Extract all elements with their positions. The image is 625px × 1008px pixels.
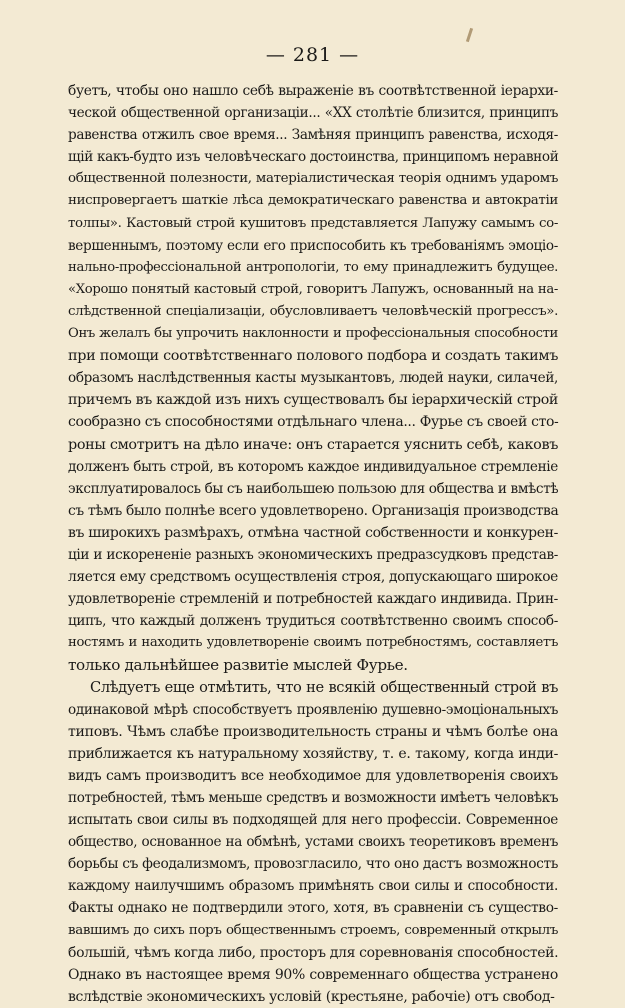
- text-line: общественной полезности, матеріалистическая теорія однимъ ударомъ: [68, 171, 558, 187]
- text-line: видъ самъ производитъ все необходимое для удовлетворенія своихъ: [68, 767, 558, 784]
- text-line: роны смотритъ на дѣло иначе: онъ старается уяснить себѣ, каковъ: [68, 436, 558, 453]
- text-line: каждому наилучшимъ образомъ примѣнять свои силы и способности.: [68, 878, 558, 895]
- text-line: одинаковой мѣрѣ способствуетъ проявленію душевно-эмоціональныхъ: [68, 701, 558, 718]
- text-line: щій какъ-будто изъ человѣческаго достоинства, принципомъ неравной: [68, 149, 559, 166]
- text-line: равенства отжилъ свое время... Замѣняя принципъ равенства, исходя-: [68, 127, 558, 144]
- text-line: приближается къ натуральному хозяйству, т. е. такому, когда инди-: [68, 745, 558, 762]
- text-line: Онъ желалъ бы упрочить наклонности и профессіональныя способности: [68, 326, 558, 342]
- text-line: вслѣдствіе экономическихъ условій (крестьяне, рабочіе) отъ свобод-: [68, 988, 555, 1005]
- text-line: ческой общественной организаціи... «XX столѣтіе близится, принципъ: [68, 105, 558, 122]
- text-line: испытать свои силы въ подходящей для него профессіи. Современное: [68, 812, 558, 829]
- text-line: ципъ, что каждый долженъ трудиться соотвѣтственно своимъ способ-: [68, 613, 558, 630]
- text-line: толпы». Кастовый строй кушитовъ представляется Лапужу самымъ со-: [68, 215, 558, 231]
- text-line: буетъ, чтобы оно нашло себѣ выраженіе въ соотвѣтственной іерархи-: [68, 83, 558, 99]
- text-line: удовлетвореніе стремленій и потребностей каждаго индивида. Прин-: [68, 591, 558, 608]
- text-line: Факты однако не подтвердили этого, хотя, въ сравненіи съ существо-: [68, 900, 558, 917]
- text-line: общество, основанное на обмѣнѣ, устами своихъ теоретиковъ временъ: [68, 834, 558, 851]
- text-line: слѣдственной спеціализаціи, обусловливаетъ человѣческій прогрессъ».: [68, 303, 558, 319]
- text-line: эксплуатировалось бы съ наибольшею пользою для общества и вмѣстѣ: [68, 480, 559, 497]
- text-line: долженъ быть строй, въ которомъ каждое индивидуальное стремленіе: [68, 458, 558, 475]
- text-line: Слѣдуетъ еще отмѣтить, что не всякій общественный строй въ: [90, 678, 558, 696]
- text-line: причемъ въ каждой изъ нихъ существовалъ бы іерархическій строй: [68, 392, 558, 409]
- text-line: ниспровергаетъ шаткіе лѣса демократическаго равенства и автократіи: [68, 193, 558, 209]
- ink-mark: [466, 28, 473, 42]
- paragraph: [68, 677, 558, 1008]
- text-line: при помощи соотвѣтственнаго полового подбора и создать такимъ: [68, 348, 558, 365]
- text-line: вавшимъ до сихъ поръ общественнымъ строемъ, современный открылъ: [68, 922, 558, 938]
- paragraph: [68, 80, 558, 677]
- text-line: образомъ наслѣдственныя касты музыкантовъ, людей науки, силачей,: [68, 370, 558, 387]
- text-line: «Хорошо понятый кастовый строй, говоритъ Лапужъ, основанный на на-: [68, 281, 558, 297]
- text-line: борьбы съ феодализмомъ, провозгласило, что оно дастъ возможность: [68, 856, 558, 873]
- text-line: большій, чѣмъ когда либо, просторъ для соревнованія способностей.: [68, 944, 559, 961]
- text-line: съ тѣмъ было полнѣе всего удовлетворено. Организація производства: [68, 502, 559, 519]
- page-number: — 281 —: [265, 44, 360, 66]
- text-line: типовъ. Чѣмъ слабѣе производительность страны и чѣмъ болѣе она: [68, 723, 558, 740]
- text-line: сообразно съ способностями отдѣльнаго члена... Фурье съ своей сто-: [68, 414, 559, 431]
- text-line: въ широкихъ размѣрахъ, отмѣна частной собственности и конкурен-: [68, 524, 558, 541]
- text-line: только дальнѣйшее развитіе мыслей Фурье.: [68, 656, 408, 675]
- text-line: нально-профессіональной антропологіи, то ему принадлежитъ будущее.: [68, 259, 558, 275]
- text-line: ляется ему средствомъ осуществленія строя, допускающаго широкое: [68, 569, 558, 586]
- text-line: Однако въ настоящее время 90% современнаго общества устранено: [68, 966, 558, 983]
- text-line: ностямъ и находить удовлетвореніе своимъ потребностямъ, составляетъ: [68, 635, 558, 651]
- text-line: вершеннымъ, поэтому если его приспособить къ требованіямъ эмоціо-: [68, 237, 558, 254]
- text-line: ціи и искорененіе разныхъ экономическихъ предразсудковъ представ-: [68, 546, 558, 563]
- text-body: [68, 80, 558, 1008]
- text-line: потребностей, тѣмъ меньше средствъ и возможности имѣетъ человѣкъ: [68, 790, 559, 806]
